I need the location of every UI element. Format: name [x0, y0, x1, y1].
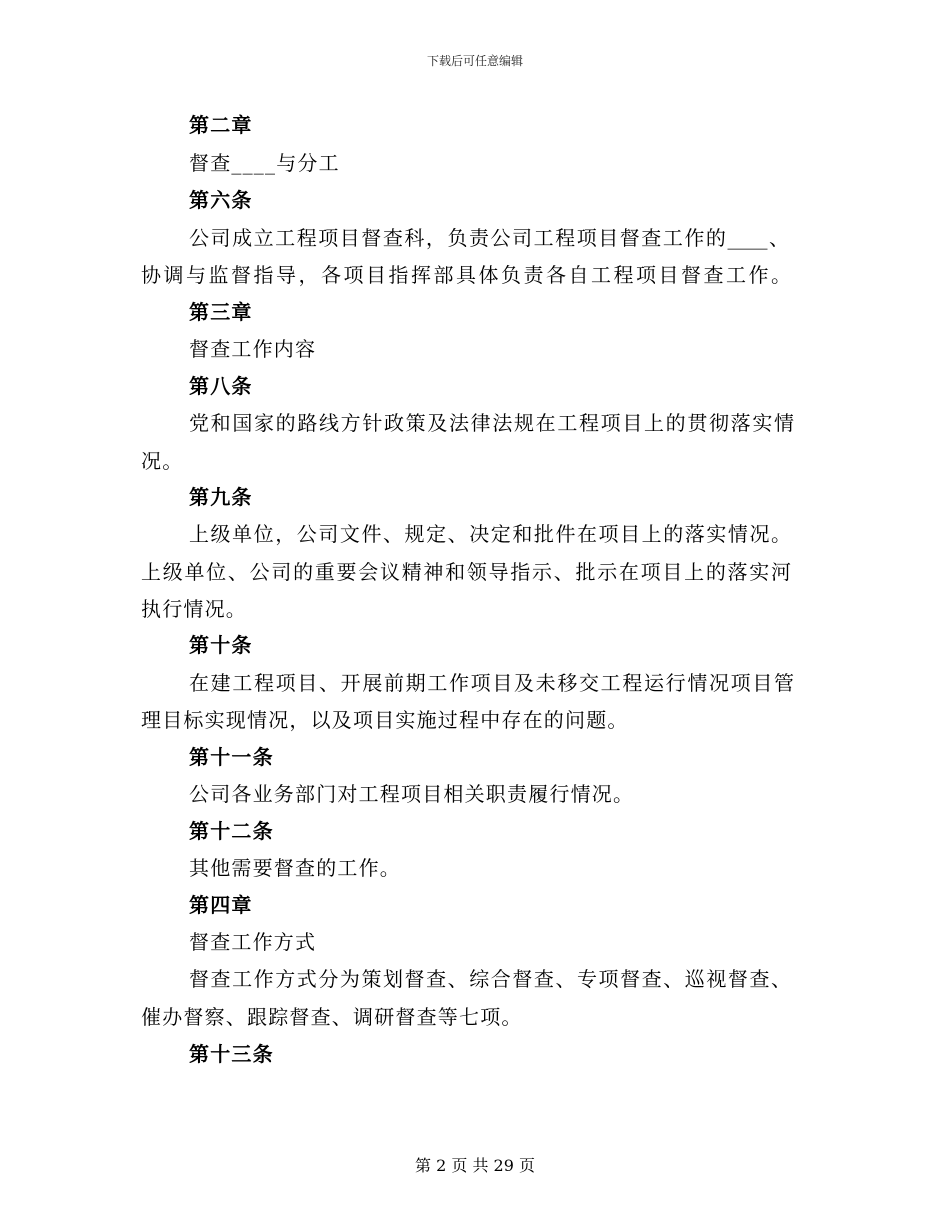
paragraph-line: 协调与监督指导，各项目指挥部具体负责各自工程项目督查工作。: [141, 263, 791, 287]
page-number-footer: 第 2 页 共 29 页: [415, 1156, 535, 1175]
paragraph-line: 在建工程项目、开展前期工作项目及未移交工程运行情况项目管: [189, 671, 794, 695]
paragraph-line: 督查工作方式: [189, 930, 317, 954]
paragraph-line: 上级单位、公司的重要会议精神和领导指示、批示在项目上的落实河: [141, 560, 791, 584]
paragraph-line: 督查工作内容: [189, 337, 317, 361]
paragraph-line: 公司各业务部门对工程项目相关职责履行情况。: [189, 782, 635, 806]
page-header-note: 下载后可任意编辑: [426, 54, 523, 68]
article-heading: 第八条: [189, 374, 253, 398]
paragraph-line: 催办督察、跟踪督查、调研督查等七项。: [141, 1005, 523, 1029]
paragraph-line: 其他需要督查的工作。: [189, 856, 401, 880]
chapter-heading: 第二章: [189, 113, 253, 137]
paragraph-line: 况。: [141, 449, 184, 473]
article-heading: 第十一条: [189, 745, 274, 769]
paragraph-line: 督查工作方式分为策划督查、综合督查、专项督查、巡视督查、: [189, 967, 791, 991]
chapter-heading: 第三章: [189, 300, 253, 324]
article-heading: 第十条: [189, 633, 253, 657]
article-heading: 第六条: [189, 188, 253, 212]
paragraph-line: 上级单位，公司文件、规定、决定和批件在项目上的落实情况。: [189, 522, 791, 546]
paragraph-line: 督查____与分工: [189, 151, 340, 175]
paragraph-line: 公司成立工程项目督查科，负责公司工程项目督查工作的____、: [189, 226, 789, 250]
paragraph-line: 理目标实现情况，以及项目实施过程中存在的问题。: [141, 708, 629, 732]
chapter-heading: 第四章: [189, 893, 253, 917]
paragraph-line: 执行情况。: [141, 597, 247, 621]
article-heading: 第十三条: [189, 1042, 274, 1066]
article-heading: 第九条: [189, 485, 253, 509]
paragraph-line: 党和国家的路线方针政策及法律法规在工程项目上的贯彻落实情: [189, 411, 794, 435]
article-heading: 第十二条: [189, 819, 274, 843]
